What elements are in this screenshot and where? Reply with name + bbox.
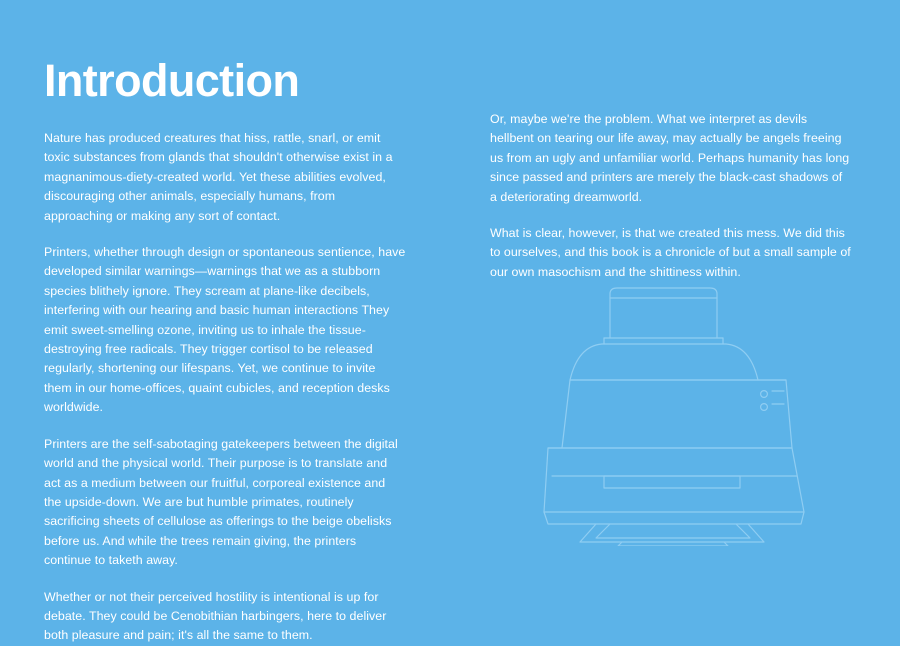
right-page [450, 0, 900, 554]
body-paragraph: Printers are the self-sabotaging gatekeepers between the digital world and the physical world. Their purpose is to translate and act as a medium between our fruitful, corporeal existence and the upside-down. We are but humble primates, routinely sacrificing sheets of cellulose as offerings to the beige obelisks before us. And while the trees remain giving, the printers continue to taketh away. [44, 436, 398, 568]
page-title: Introduction [44, 55, 300, 106]
body-paragraph: Or, maybe we're the problem. What we interpret as devils hellbent on tearing our life away, may actually be angels freeing us from an ugly and unfamiliar world. Perhaps humanity has long since passed and printers are merely the black-cast shadows of a deteriorating dreamworld. [490, 112, 850, 204]
body-paragraph: Whether or not their perceived hostility is intentional is up for debate. They could be Cenobithian harbingers, here to deliver both pleasure and pain; it's all the same to them. [44, 589, 387, 643]
body-paragraph: Nature has produced creatures that hiss, rattle, snarl, or emit toxic substances from glands that shouldn't otherwise exist in a magnanimous-diety-created world. Yet these abilities evolved, discouraging other animals, especially humans, from approaching or making any sort of contact. [44, 131, 393, 223]
printer-illustration [492, 276, 862, 546]
left-page [0, 0, 450, 643]
body-paragraph: Printers, whether through design or spontaneous sentience, have developed similar warnings—warnings that we as a stubborn species blithely ignore. They scream at plane-like decibels, interfering with our hearing and basic human interactions They emit sweet-smelling ozone, inviting us to inhale the tissue-destroying free radicals. They trigger cortisol to be released regularly, shortening our lifespans. Yet, we continue to invite them in our home-offices, quaint cubicles, and reception desks worldwide. [44, 245, 406, 415]
right-page-top-spacer [490, 48, 852, 110]
body-paragraph: What is clear, however, is that we created this mess. We did this to ourselves, and this book is a chronicle of but a small sample of our own masochism and the shittiness within. [490, 226, 851, 279]
printer-line-drawing-icon [492, 276, 862, 546]
